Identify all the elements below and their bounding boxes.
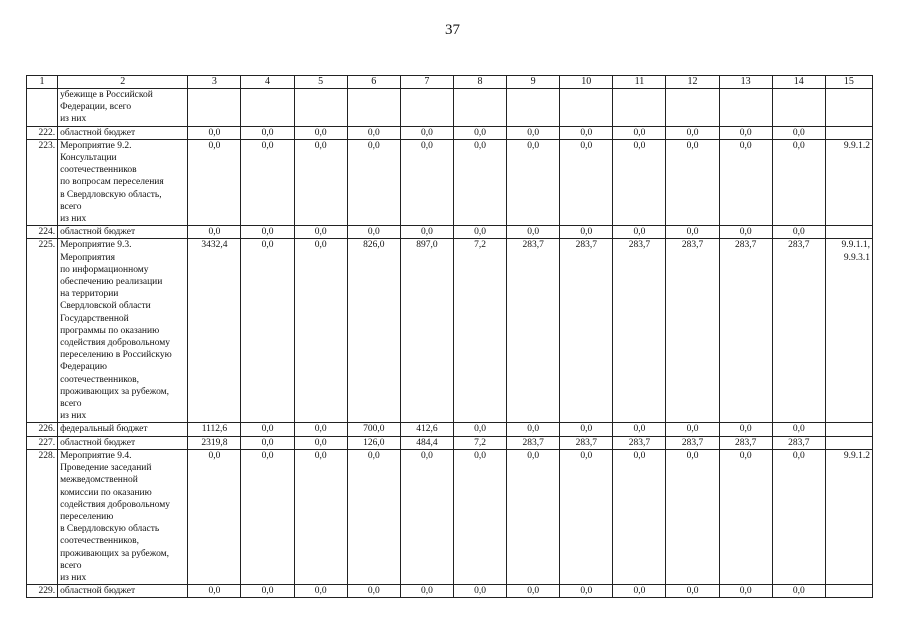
cell-col-3: 1112,6 bbox=[188, 423, 241, 436]
row-name bbox=[58, 449, 188, 584]
cell-col-8: 0,0 bbox=[453, 126, 506, 139]
row-name bbox=[58, 126, 188, 139]
cell-col-8: 0,0 bbox=[453, 226, 506, 239]
cell-col-14: 0,0 bbox=[772, 126, 825, 139]
column-header-10: 10 bbox=[560, 76, 613, 89]
row-name-line: по вопросам переселения bbox=[60, 177, 164, 188]
row-name-line: Свердловской области bbox=[60, 301, 151, 312]
cell-col-9: 0,0 bbox=[507, 585, 560, 598]
target-code bbox=[825, 436, 872, 449]
row-name-line: убежище в Российской bbox=[60, 90, 153, 100]
row-name-line: содействия добровольному bbox=[60, 338, 171, 349]
header-row bbox=[27, 76, 873, 89]
cell-col-12: 283,7 bbox=[666, 239, 719, 423]
cell-col-10: 283,7 bbox=[560, 436, 613, 449]
cell-col-7: 0,0 bbox=[400, 226, 453, 239]
cell-col-5: 0,0 bbox=[294, 423, 347, 436]
column-header-11: 11 bbox=[613, 76, 666, 89]
cell-col-7 bbox=[400, 89, 453, 127]
row-name bbox=[58, 423, 188, 436]
cell-col-9: 0,0 bbox=[507, 449, 560, 584]
cell-col-4: 0,0 bbox=[241, 226, 294, 239]
cell-col-7: 412,6 bbox=[400, 423, 453, 436]
row-name-line: областной бюджет bbox=[60, 227, 136, 238]
cell-col-10: 0,0 bbox=[560, 423, 613, 436]
cell-col-11: 0,0 bbox=[613, 139, 666, 225]
row-name-line: межведомственной bbox=[60, 475, 138, 486]
cell-col-4 bbox=[241, 89, 294, 127]
row-name bbox=[58, 89, 188, 127]
cell-col-12: 0,0 bbox=[666, 226, 719, 239]
cell-col-14: 283,7 bbox=[772, 239, 825, 423]
cell-col-3: 0,0 bbox=[188, 139, 241, 225]
cell-col-11: 283,7 bbox=[613, 436, 666, 449]
cell-col-13: 0,0 bbox=[719, 423, 772, 436]
cell-col-3: 0,0 bbox=[188, 449, 241, 584]
cell-col-12: 0,0 bbox=[666, 126, 719, 139]
cell-col-14: 283,7 bbox=[772, 436, 825, 449]
row-name-line: всего bbox=[60, 399, 82, 410]
row-name-line: из них bbox=[60, 214, 87, 225]
row-name-line: проживающих за рубежом, bbox=[60, 386, 170, 397]
row-name-line: всего bbox=[60, 560, 82, 571]
cell-col-10: 0,0 bbox=[560, 449, 613, 584]
cell-col-9: 0,0 bbox=[507, 139, 560, 225]
cell-col-14 bbox=[772, 89, 825, 127]
column-header-1: 1 bbox=[27, 76, 58, 89]
target-code bbox=[825, 126, 872, 139]
cell-col-9: 0,0 bbox=[507, 126, 560, 139]
row-name-line: в Свердловскую область bbox=[60, 524, 160, 535]
row-name-line: областной бюджет bbox=[60, 127, 136, 138]
cell-col-11: 0,0 bbox=[613, 449, 666, 584]
target-code bbox=[825, 449, 872, 584]
target-code-line: 9.9.1.1, bbox=[841, 240, 870, 251]
table-body bbox=[27, 89, 873, 598]
row-name-line: из них bbox=[60, 114, 87, 125]
row-number: 225. bbox=[27, 239, 58, 423]
cell-col-3: 2319,8 bbox=[188, 436, 241, 449]
cell-col-14: 0,0 bbox=[772, 585, 825, 598]
row-name-line: областной бюджет bbox=[60, 586, 136, 597]
cell-col-4: 0,0 bbox=[241, 436, 294, 449]
row-name bbox=[58, 239, 188, 423]
cell-col-8: 7,2 bbox=[453, 239, 506, 423]
cell-col-10: 0,0 bbox=[560, 126, 613, 139]
row-number: 223. bbox=[27, 139, 58, 225]
cell-col-13: 0,0 bbox=[719, 449, 772, 584]
cell-col-4: 0,0 bbox=[241, 239, 294, 423]
row-name-line: Консультации bbox=[60, 153, 117, 164]
row-name-line: по информационному bbox=[60, 264, 149, 275]
cell-col-3: 0,0 bbox=[188, 226, 241, 239]
column-header-9: 9 bbox=[507, 76, 560, 89]
cell-col-11: 0,0 bbox=[613, 585, 666, 598]
column-header-3: 3 bbox=[188, 76, 241, 89]
row-number bbox=[27, 89, 58, 127]
cell-col-14: 0,0 bbox=[772, 226, 825, 239]
table-row bbox=[27, 436, 873, 449]
budget-table bbox=[26, 75, 873, 598]
column-header-6: 6 bbox=[347, 76, 400, 89]
row-name-line: Федерации, всего bbox=[60, 102, 132, 113]
target-code bbox=[825, 139, 872, 225]
cell-col-12: 0,0 bbox=[666, 423, 719, 436]
column-header-2: 2 bbox=[58, 76, 188, 89]
target-code bbox=[825, 239, 872, 423]
column-header-8: 8 bbox=[453, 76, 506, 89]
cell-col-7: 0,0 bbox=[400, 449, 453, 584]
cell-col-4: 0,0 bbox=[241, 449, 294, 584]
row-name-line: соотечественников, bbox=[60, 536, 140, 547]
cell-col-12: 0,0 bbox=[666, 449, 719, 584]
cell-col-10: 0,0 bbox=[560, 139, 613, 225]
row-name-line: комиссии по оказанию bbox=[60, 487, 152, 498]
cell-col-14: 0,0 bbox=[772, 423, 825, 436]
cell-col-7: 0,0 bbox=[400, 126, 453, 139]
cell-col-10: 0,0 bbox=[560, 226, 613, 239]
cell-col-13: 283,7 bbox=[719, 239, 772, 423]
table-row bbox=[27, 126, 873, 139]
target-code-line: 9.9.1.2 bbox=[843, 140, 870, 151]
cell-col-5: 0,0 bbox=[294, 226, 347, 239]
cell-col-6: 0,0 bbox=[347, 139, 400, 225]
row-name-line: переселению в Российскую bbox=[60, 350, 172, 361]
row-name-line: федеральный бюджет bbox=[60, 424, 148, 435]
cell-col-11: 0,0 bbox=[613, 423, 666, 436]
cell-col-13: 0,0 bbox=[719, 139, 772, 225]
row-name bbox=[58, 436, 188, 449]
cell-col-7: 0,0 bbox=[400, 585, 453, 598]
cell-col-11: 0,0 bbox=[613, 226, 666, 239]
cell-col-3: 3432,4 bbox=[188, 239, 241, 423]
row-name bbox=[58, 226, 188, 239]
row-name-line: Проведение заседаний bbox=[60, 463, 152, 474]
target-code bbox=[825, 226, 872, 239]
row-number: 229. bbox=[27, 585, 58, 598]
row-number: 228. bbox=[27, 449, 58, 584]
cell-col-13: 0,0 bbox=[719, 226, 772, 239]
cell-col-7: 897,0 bbox=[400, 239, 453, 423]
cell-col-10: 283,7 bbox=[560, 239, 613, 423]
cell-col-3 bbox=[188, 89, 241, 127]
row-name-line: Государственной bbox=[60, 313, 129, 324]
row-name-line: проживающих за рубежом, bbox=[60, 548, 170, 559]
row-name bbox=[58, 139, 188, 225]
cell-col-6: 700,0 bbox=[347, 423, 400, 436]
row-name-line: обеспечению реализации bbox=[60, 277, 163, 288]
table-row bbox=[27, 226, 873, 239]
cell-col-8: 7,2 bbox=[453, 436, 506, 449]
cell-col-9: 0,0 bbox=[507, 226, 560, 239]
cell-col-5: 0,0 bbox=[294, 126, 347, 139]
cell-col-13: 283,7 bbox=[719, 436, 772, 449]
table-row bbox=[27, 449, 873, 584]
page-number: 37 bbox=[445, 22, 460, 38]
target-code bbox=[825, 423, 872, 436]
cell-col-13: 0,0 bbox=[719, 585, 772, 598]
cell-col-12 bbox=[666, 89, 719, 127]
cell-col-11 bbox=[613, 89, 666, 127]
row-name-line: Мероприятие 9.2. bbox=[60, 140, 132, 151]
cell-col-7: 0,0 bbox=[400, 139, 453, 225]
row-name-line: областной бюджет bbox=[60, 437, 136, 448]
cell-col-6: 0,0 bbox=[347, 126, 400, 139]
cell-col-8: 0,0 bbox=[453, 585, 506, 598]
column-header-14: 14 bbox=[772, 76, 825, 89]
cell-col-12: 283,7 bbox=[666, 436, 719, 449]
row-name-line: Мероприятия bbox=[60, 252, 115, 263]
row-number: 224. bbox=[27, 226, 58, 239]
cell-col-10: 0,0 bbox=[560, 585, 613, 598]
cell-col-5: 0,0 bbox=[294, 239, 347, 423]
row-number: 226. bbox=[27, 423, 58, 436]
cell-col-4: 0,0 bbox=[241, 585, 294, 598]
row-name-line: на территории bbox=[60, 289, 119, 300]
row-number: 222. bbox=[27, 126, 58, 139]
cell-col-14: 0,0 bbox=[772, 449, 825, 584]
cell-col-6: 0,0 bbox=[347, 449, 400, 584]
cell-col-9: 0,0 bbox=[507, 423, 560, 436]
cell-col-4: 0,0 bbox=[241, 126, 294, 139]
cell-col-5: 0,0 bbox=[294, 585, 347, 598]
cell-col-8: 0,0 bbox=[453, 423, 506, 436]
row-name-line: Федерацию bbox=[60, 362, 107, 373]
row-name bbox=[58, 585, 188, 598]
cell-col-13: 0,0 bbox=[719, 126, 772, 139]
column-header-12: 12 bbox=[666, 76, 719, 89]
cell-col-6: 0,0 bbox=[347, 585, 400, 598]
row-name-line: в Свердловскую область, bbox=[60, 189, 162, 200]
cell-col-12: 0,0 bbox=[666, 585, 719, 598]
cell-col-5: 0,0 bbox=[294, 436, 347, 449]
cell-col-3: 0,0 bbox=[188, 126, 241, 139]
cell-col-9 bbox=[507, 89, 560, 127]
column-header-4: 4 bbox=[241, 76, 294, 89]
table-row bbox=[27, 239, 873, 423]
row-name-line: из них bbox=[60, 572, 87, 583]
row-name-line: содействия добровольному bbox=[60, 499, 171, 510]
cell-col-3: 0,0 bbox=[188, 585, 241, 598]
cell-col-8 bbox=[453, 89, 506, 127]
table-row bbox=[27, 139, 873, 225]
row-name-line: из них bbox=[60, 411, 87, 422]
cell-col-5: 0,0 bbox=[294, 139, 347, 225]
row-name-line: соотечественников, bbox=[60, 374, 140, 385]
table-row bbox=[27, 89, 873, 127]
cell-col-12: 0,0 bbox=[666, 139, 719, 225]
cell-col-4: 0,0 bbox=[241, 423, 294, 436]
target-code bbox=[825, 585, 872, 598]
row-number: 227. bbox=[27, 436, 58, 449]
table-row bbox=[27, 585, 873, 598]
cell-col-8: 0,0 bbox=[453, 139, 506, 225]
cell-col-6: 826,0 bbox=[347, 239, 400, 423]
cell-col-11: 283,7 bbox=[613, 239, 666, 423]
cell-col-11: 0,0 bbox=[613, 126, 666, 139]
cell-col-9: 283,7 bbox=[507, 436, 560, 449]
cell-col-6 bbox=[347, 89, 400, 127]
cell-col-10 bbox=[560, 89, 613, 127]
table-row bbox=[27, 423, 873, 436]
cell-col-14: 0,0 bbox=[772, 139, 825, 225]
row-name-line: программы по оказанию bbox=[60, 325, 160, 336]
cell-col-5 bbox=[294, 89, 347, 127]
row-name-line: Мероприятие 9.3. bbox=[60, 240, 132, 251]
cell-col-8: 0,0 bbox=[453, 449, 506, 584]
row-name-line: Мероприятие 9.4. bbox=[60, 450, 132, 461]
target-code-line: 9.9.3.1 bbox=[843, 252, 870, 263]
cell-col-6: 0,0 bbox=[347, 226, 400, 239]
row-name-line: переселению bbox=[60, 511, 114, 522]
column-header-7: 7 bbox=[400, 76, 453, 89]
column-header-13: 13 bbox=[719, 76, 772, 89]
row-name-line: всего bbox=[60, 201, 82, 212]
column-header-15: 15 bbox=[825, 76, 872, 89]
column-header-5: 5 bbox=[294, 76, 347, 89]
target-code bbox=[825, 89, 872, 127]
cell-col-6: 126,0 bbox=[347, 436, 400, 449]
row-name-line: соотечественников bbox=[60, 165, 137, 176]
cell-col-9: 283,7 bbox=[507, 239, 560, 423]
cell-col-13 bbox=[719, 89, 772, 127]
cell-col-7: 484,4 bbox=[400, 436, 453, 449]
target-code-line: 9.9.1.2 bbox=[843, 450, 870, 461]
cell-col-5: 0,0 bbox=[294, 449, 347, 584]
cell-col-4: 0,0 bbox=[241, 139, 294, 225]
